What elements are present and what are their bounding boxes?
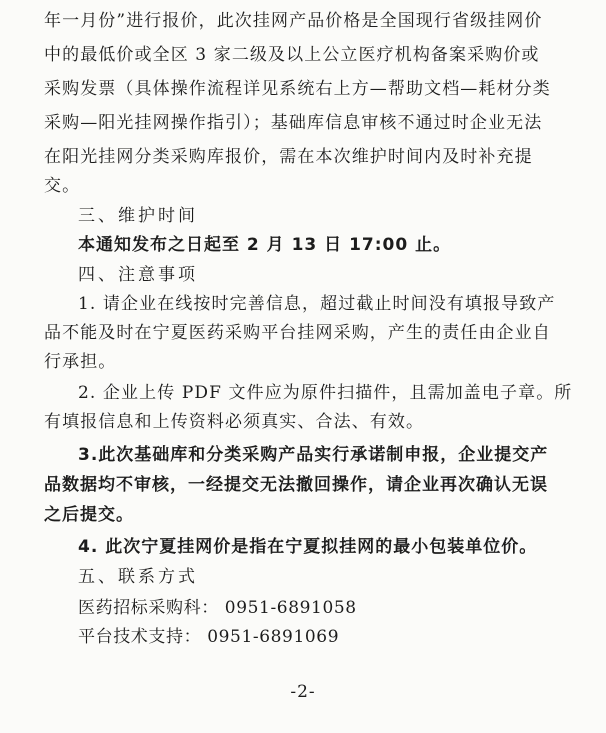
note-item-3-line: 品数据均不审核，一经提交无法撤回操作，请企业再次确认无误	[44, 475, 548, 495]
paragraph-line: 中的最低价或全区 3 家二级及以上公立医疗机构备案采购价或	[44, 45, 540, 65]
note-item-4: 4. 此次宁夏挂网价是指在宁夏拟挂网的最小包装单位价。	[78, 537, 538, 557]
note-item-1-line: 1. 请企业在线按时完善信息，超过截止时间没有填报导致产	[78, 294, 556, 314]
note-item-3-line: 3.此次基础库和分类采购产品实行承诺制申报，企业提交产	[78, 445, 549, 465]
note-item-3-line: 之后提交。	[44, 505, 134, 525]
paragraph-line: 交。	[44, 176, 81, 196]
section-heading-contact: 五、联系方式	[78, 567, 198, 587]
note-item-2-line: 2. 企业上传 PDF 文件应为原件扫描件，且需加盖电子章。所	[78, 383, 573, 403]
note-item-1-line: 行承担。	[44, 352, 117, 372]
section-heading-maintenance-time: 三、维护时间	[78, 206, 198, 226]
note-item-1-line: 品不能及时在宁夏医药采购平台挂网采购，产生的责任由企业自	[44, 323, 551, 343]
paragraph-line: 在阳光挂网分类采购库报价，需在本次维护时间内及时补充提	[44, 147, 533, 167]
section-heading-notes: 四、注意事项	[78, 265, 198, 285]
maintenance-deadline-text: 本通知发布之日起至 2 月 13 日 17:00 止。	[78, 235, 452, 255]
paragraph-line: 年一月份”进行报价，此次挂网产品价格是全国现行省级挂网价	[44, 11, 543, 31]
page-number: -2-	[290, 682, 316, 702]
paragraph-line: 采购发票（具体操作流程详见系统右上方—帮助文档—耗材分类	[44, 79, 551, 99]
paragraph-line: 采购—阳光挂网操作指引）；基础库信息审核不通过时企业无法	[44, 113, 543, 133]
note-item-2-line: 有填报信息和上传资料必须真实、合法、有效。	[44, 412, 425, 432]
contact-bidding-procurement: 医药招标采购科： 0951-6891058	[78, 598, 357, 618]
contact-platform-support: 平台技术支持： 0951-6891069	[78, 627, 340, 647]
